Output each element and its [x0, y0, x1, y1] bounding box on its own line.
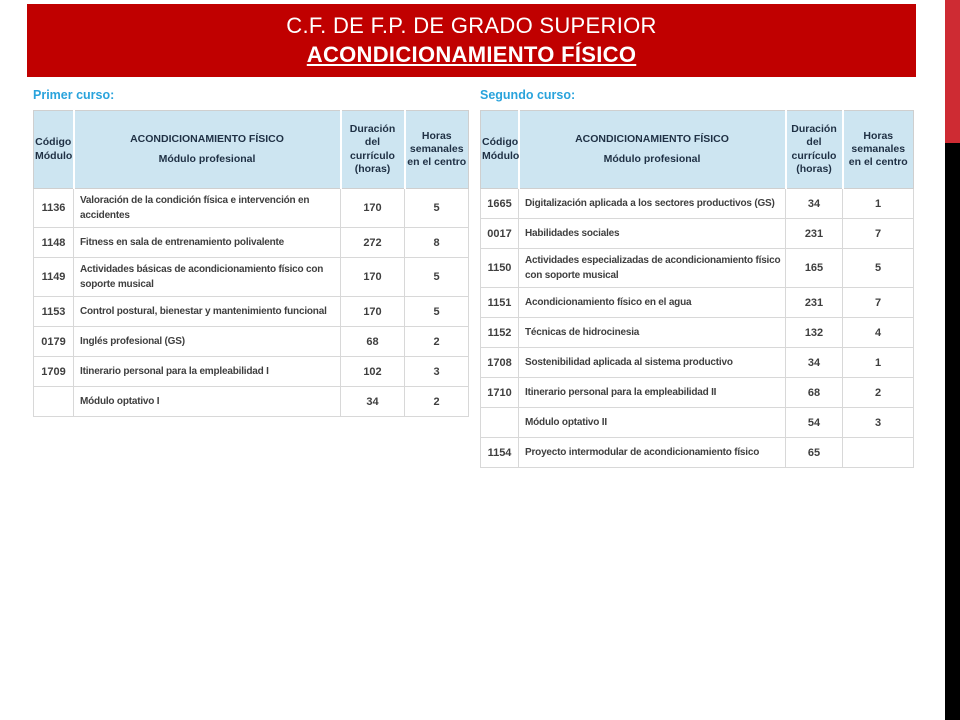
cell-duracion: 231	[786, 219, 843, 249]
cell-codigo: 1149	[34, 258, 74, 297]
cell-codigo: 1154	[481, 438, 519, 468]
cell-codigo: 1148	[34, 228, 74, 258]
cell-duracion: 68	[341, 327, 405, 357]
cell-modulo: Fitness en sala de entrenamiento polivalente	[74, 228, 341, 258]
cell-codigo	[481, 408, 519, 438]
table-row	[34, 387, 469, 417]
cell-modulo: Actividades especializadas de acondicionamiento físico con soporte musical	[519, 249, 786, 288]
cell-horas: 5	[405, 258, 469, 297]
table-row	[481, 249, 914, 288]
cell-horas: 1	[843, 348, 914, 378]
cell-horas: 1	[843, 189, 914, 219]
table-row	[481, 189, 914, 219]
primer-curso-label: Primer curso:	[33, 88, 115, 102]
segundo-curso-table	[480, 110, 914, 468]
cell-modulo: Digitalización aplicada a los sectores productivos (GS)	[519, 189, 786, 219]
cell-duracion: 170	[341, 258, 405, 297]
header-horas-semanales: Horas semanales en el centro	[405, 111, 469, 189]
header-horas-semanales: Horas semanales en el centro	[843, 111, 914, 189]
header-duracion-curriculo: Duración del currículo (horas)	[786, 111, 843, 189]
table-row	[481, 378, 914, 408]
segundo-curso-section	[480, 88, 913, 468]
cell-duracion: 102	[341, 357, 405, 387]
cell-horas: 5	[405, 189, 469, 228]
header-modulo-line1: ACONDICIONAMIENTO FÍSICO	[130, 132, 284, 145]
table-row	[481, 348, 914, 378]
table-row	[34, 357, 469, 387]
header-modulo-line2: Módulo profesional	[158, 153, 256, 165]
table-row	[34, 297, 469, 327]
cell-horas: 2	[405, 387, 469, 417]
cell-horas: 7	[843, 288, 914, 318]
slide-subtitle: ACONDICIONAMIENTO FÍSICO	[306, 42, 637, 67]
cell-duracion: 68	[786, 378, 843, 408]
cell-duracion: 54	[786, 408, 843, 438]
cell-modulo: Itinerario personal para la empleabilidad I	[74, 357, 341, 387]
cell-horas	[843, 438, 914, 468]
cell-duracion: 165	[786, 249, 843, 288]
cell-codigo: 1153	[34, 297, 74, 327]
cell-modulo: Valoración de la condición física e intervención en accidentes	[74, 189, 341, 228]
cell-duracion: 34	[786, 348, 843, 378]
table-row	[481, 219, 914, 249]
cell-modulo: Sostenibilidad aplicada al sistema productivo	[519, 348, 786, 378]
header-duracion-curriculo: Duración del currículo (horas)	[341, 111, 405, 189]
cell-horas: 3	[843, 408, 914, 438]
cell-codigo: 1709	[34, 357, 74, 387]
cell-duracion: 34	[786, 189, 843, 219]
cell-modulo: Itinerario personal para la empleabilidad II	[519, 378, 786, 408]
header-modulo-line1: ACONDICIONAMIENTO FÍSICO	[575, 132, 729, 145]
header-codigo-modulo: Código Módulo	[34, 111, 74, 189]
cell-codigo: 1665	[481, 189, 519, 219]
cell-modulo: Actividades básicas de acondicionamiento físico con soporte musical	[74, 258, 341, 297]
cell-horas: 2	[405, 327, 469, 357]
cell-modulo: Inglés profesional (GS)	[74, 327, 341, 357]
cell-horas: 4	[843, 318, 914, 348]
cell-modulo: Técnicas de hidrocinesia	[519, 318, 786, 348]
cell-modulo: Módulo optativo II	[519, 408, 786, 438]
cell-codigo: 0017	[481, 219, 519, 249]
segundo-curso-label: Segundo curso:	[480, 88, 576, 102]
cell-modulo: Proyecto intermodular de acondicionamiento físico	[519, 438, 786, 468]
cell-codigo	[34, 387, 74, 417]
table-row	[481, 288, 914, 318]
table-row	[481, 408, 914, 438]
cell-horas: 5	[843, 249, 914, 288]
cell-duracion: 170	[341, 297, 405, 327]
cell-codigo: 1136	[34, 189, 74, 228]
cell-duracion: 34	[341, 387, 405, 417]
primer-curso-section	[33, 88, 468, 417]
table-row	[34, 228, 469, 258]
cell-modulo: Control postural, bienestar y mantenimiento funcional	[74, 297, 341, 327]
cell-codigo: 1710	[481, 378, 519, 408]
cell-duracion: 170	[341, 189, 405, 228]
table-row	[34, 189, 469, 228]
cell-codigo: 1152	[481, 318, 519, 348]
cell-horas: 3	[405, 357, 469, 387]
table-row	[34, 258, 469, 297]
cell-horas: 2	[843, 378, 914, 408]
table-header-row	[481, 111, 914, 189]
table-row	[481, 318, 914, 348]
cell-duracion: 132	[786, 318, 843, 348]
cell-horas: 7	[843, 219, 914, 249]
table-header-row	[34, 111, 469, 189]
cell-codigo: 0179	[34, 327, 74, 357]
cell-modulo: Módulo optativo I	[74, 387, 341, 417]
cell-modulo: Acondicionamiento físico en el agua	[519, 288, 786, 318]
cell-modulo: Habilidades sociales	[519, 219, 786, 249]
title-banner	[27, 4, 916, 77]
cell-horas: 8	[405, 228, 469, 258]
header-modulo-profesional	[519, 111, 786, 189]
cell-duracion: 65	[786, 438, 843, 468]
accent-stripe-black	[945, 143, 960, 720]
accent-stripe-red	[945, 0, 960, 143]
cell-duracion: 272	[341, 228, 405, 258]
cell-duracion: 231	[786, 288, 843, 318]
table-row	[34, 327, 469, 357]
cell-codigo: 1151	[481, 288, 519, 318]
table-row	[481, 438, 914, 468]
header-modulo-profesional	[74, 111, 341, 189]
cell-codigo: 1708	[481, 348, 519, 378]
header-codigo-modulo: Código Módulo	[481, 111, 519, 189]
slide-title: C.F. DE F.P. DE GRADO SUPERIOR	[286, 13, 657, 38]
cell-codigo: 1150	[481, 249, 519, 288]
header-modulo-line2: Módulo profesional	[603, 153, 701, 165]
cell-horas: 5	[405, 297, 469, 327]
primer-curso-table	[33, 110, 469, 417]
